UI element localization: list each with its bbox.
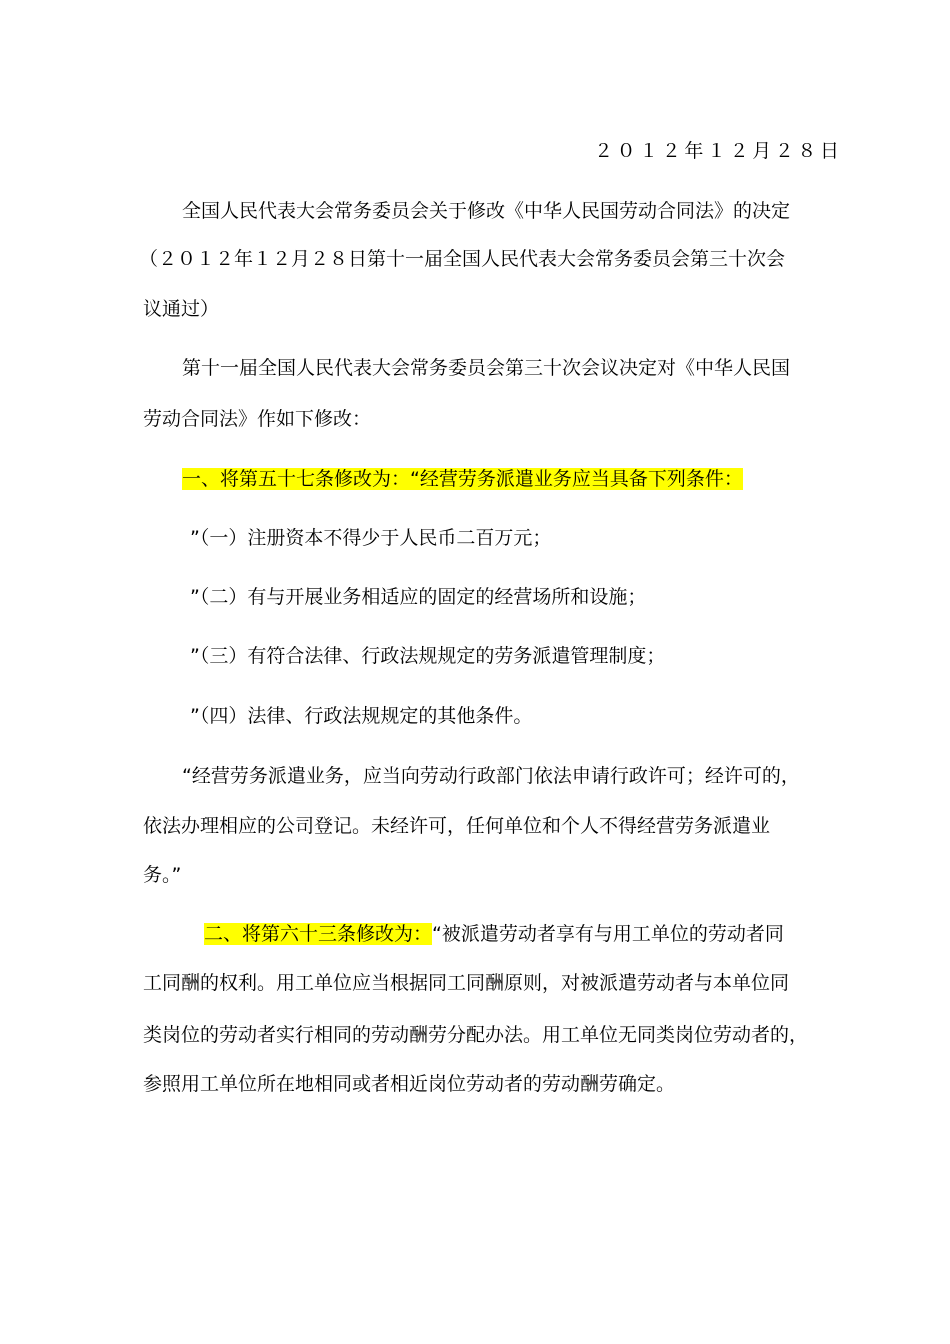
condition-2: ”（二）有与开展业务相适应的固定的经营场所和设施； bbox=[190, 586, 647, 608]
amendment-2-line-1 bbox=[204, 919, 784, 949]
decision-title-line-2: （２０１２年１２月２８日第十一届全国人民代表大会常务委员会第三十次会 bbox=[139, 248, 786, 270]
condition-4: ”（四）法律、行政法规规定的其他条件。 bbox=[190, 705, 533, 727]
condition-3: ”（三）有符合法律、行政法规规定的劳务派遣管理制度； bbox=[190, 645, 666, 667]
amendment-1-heading bbox=[182, 464, 743, 494]
decision-title-line-1: 全国人民代表大会常务委员会关于修改《中华人民国劳动合同法》的决定 bbox=[182, 200, 791, 222]
amendment-2-line-3: 类岗位的劳动者实行相同的劳动酬劳分配办法。用工单位无同类岗位劳动者的， bbox=[143, 1024, 809, 1046]
condition-1: ”（一）注册资本不得少于人民币二百万元； bbox=[190, 527, 552, 549]
decision-title-line-3: 议通过） bbox=[143, 298, 220, 320]
licensing-paragraph-line-2: 依法办理相应的公司登记。未经许可，任何单位和个人不得经营劳务派遣业 bbox=[143, 815, 771, 837]
amendment-1-heading-highlight: 一、将第五十七条修改为：“经营劳务派遣业务应当具备下列条件： bbox=[182, 468, 743, 490]
amendment-2-line-4: 参照用工单位所在地相同或者相近岗位劳动者的劳动酬劳确定。 bbox=[143, 1073, 676, 1095]
amendment-2-heading-highlight: 二、将第六十三条修改为： bbox=[204, 923, 433, 945]
amendment-2-line-2: 工同酬的权利。用工单位应当根据同工同酬原则，对被派遣劳动者与本单位同 bbox=[143, 972, 790, 994]
amendment-2-line-1-rest: “被派遣劳动者享有与用工单位的劳动者同 bbox=[432, 923, 784, 945]
licensing-paragraph-line-1: “经营劳务派遣业务，应当向劳动行政部门依法申请行政许可；经许可的， bbox=[182, 765, 800, 787]
intro-paragraph-line-1: 第十一届全国人民代表大会常务委员会第三十次会议决定对《中华人民国 bbox=[182, 357, 791, 379]
licensing-paragraph-line-3: 务。” bbox=[143, 864, 182, 886]
document-date: ２０１２年１２月２８日 bbox=[594, 140, 843, 162]
intro-paragraph-line-2: 劳动合同法》作如下修改： bbox=[143, 408, 372, 430]
